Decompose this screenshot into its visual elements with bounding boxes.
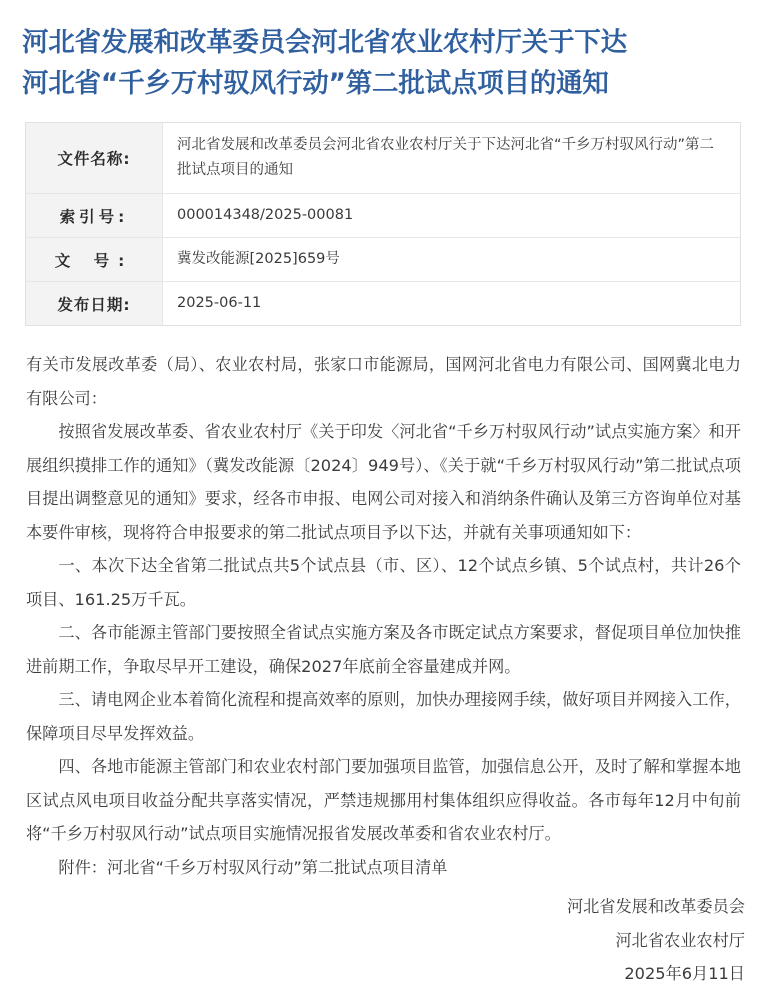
signature-date: 2025年6月11日 <box>624 964 745 983</box>
metadata-label-publish-date: 发布日期: <box>26 282 163 326</box>
body-attachment-line: 附件：河北省“千乡万村驭风行动”第二批试点项目清单 <box>58 857 448 877</box>
page-title-line-2: 河北省“千乡万村驭风行动”第二批试点项目的通知 <box>22 68 609 99</box>
metadata-value-publish-date: 2025-06-11 <box>163 282 741 326</box>
table-row <box>26 194 741 238</box>
metadata-label-index-number: 索引号: <box>26 194 163 238</box>
signature-organization-2: 河北省农业农村厅 <box>615 930 745 950</box>
table-row <box>26 238 741 282</box>
page-title <box>0 0 763 104</box>
signature-organization-1: 河北省发展和改革委员会 <box>566 897 745 916</box>
metadata-value-document-number: 冀发改能源[2025]659号 <box>163 238 741 282</box>
body-paragraph-intro: 按照省发展改革委、省农业农村厅《关于印发〈河北省“千乡万村驭风行动”试点实施方案〉和开展组织摸排工作的通知》（冀发改能源〔2024〕949号）、《关于就“千乡万村驭风行动”第二批试点项目提出调整意见的通知》要求，经各市申报、电网公司对接入和消纳条件确认及第三方咨询单位对基本要件审核，现将符合申报要求的第二批试点项目予以下达，并就有关事项通知如下： <box>26 422 741 542</box>
body-paragraph-2: 二、各市能源主管部门要按照全省试点实施方案及各市既定试点方案要求，督促项目单位加快推进前期工作，争取尽早开工建设，确保2027年底前全容量建成并网。 <box>26 623 741 676</box>
metadata-value-index-number: 000014348/2025-00081 <box>163 194 741 238</box>
metadata-label-filename: 文件名称: <box>26 123 163 194</box>
signature-block <box>0 890 745 991</box>
document-metadata-table <box>25 122 741 326</box>
table-row <box>26 123 741 194</box>
body-paragraph-1: 一、本次下达全省第二批试点共5个试点县（市、区）、12个试点乡镇、5个试点村，共计26个项目、161.25万千瓦。 <box>26 556 741 609</box>
body-paragraph-3: 三、请电网企业本着简化流程和提高效率的原则，加快办理接网手续，做好项目并网接入工作，保障项目尽早发挥效益。 <box>26 690 741 743</box>
metadata-value-filename: 河北省发展和改革委员会河北省农业农村厅关于下达河北省“千乡万村驭风行动”第二批试点项目的通知 <box>163 123 741 194</box>
page-title-line-1: 河北省发展和改革委员会河北省农业农村厅关于下达 <box>22 27 627 58</box>
body-paragraph-4: 四、各地市能源主管部门和农业农村部门要加强项目监管，加强信息公开，及时了解和掌握本地区试点风电项目收益分配共享落实情况，严禁违规挪用村集体组织应得收益。各市每年12月中旬前将“千乡万村驭风行动”试点项目实施情况报省发展改革委和省农业农村厅。 <box>26 757 741 843</box>
table-row <box>26 282 741 326</box>
document-body <box>26 348 741 884</box>
metadata-label-document-number: 文 号: <box>26 238 163 282</box>
body-addressee: 有关市发展改革委（局）、农业农村局，张家口市能源局，国网河北省电力有限公司、国网冀北电力有限公司： <box>26 355 741 408</box>
